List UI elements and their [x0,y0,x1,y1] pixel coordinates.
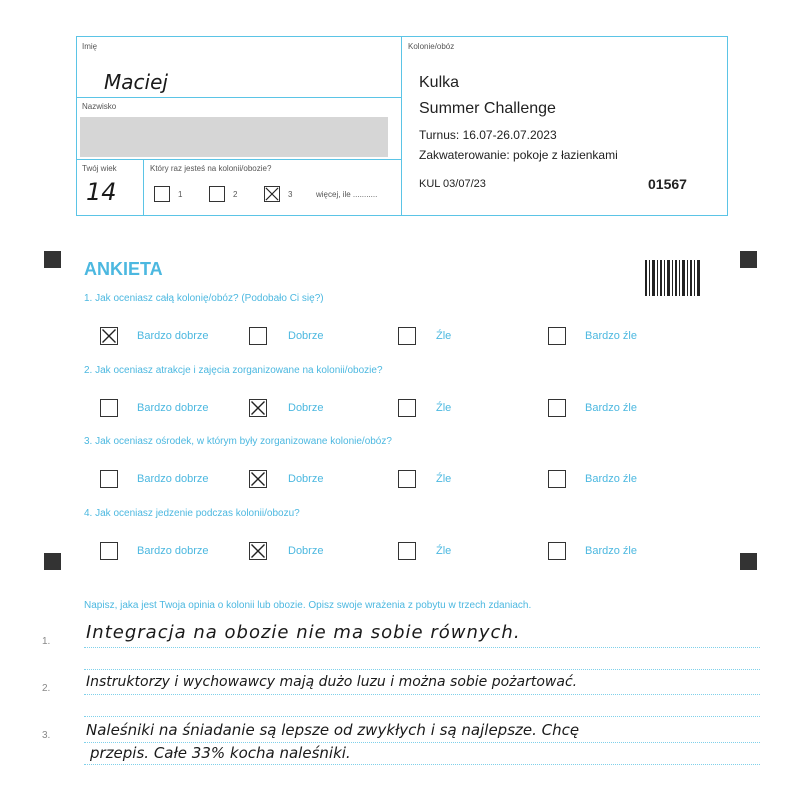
question-4-checkbox-źle[interactable] [398,542,416,560]
question-1-checkbox-dobrze[interactable] [249,327,267,345]
visit-count-checkbox-1[interactable] [154,186,170,202]
question-1-text: 1. Jak oceniasz całą kolonię/obóz? (Podobało Ci się?) [84,293,324,304]
question-4-checkbox-bardzo-źle[interactable] [548,542,566,560]
question-1-option-bardzo-dobrze: Bardzo dobrze [137,330,209,342]
line-number-3: 3. [42,730,51,741]
check-mark-icon [250,400,266,416]
writing-line-1 [84,647,760,648]
writing-line-3b [84,764,760,765]
question-2-checkbox-bardzo-dobrze[interactable] [100,399,118,417]
opinion-line-3: Naleśniki na śniadanie są lepsze od zwykłych i są najlepsze. Chcę [86,721,580,739]
registration-mark-bottom-left [44,553,61,570]
visit-count-checkbox-2[interactable] [209,186,225,202]
question-2-checkbox-bardzo-źle[interactable] [548,399,566,417]
question-1-checkbox-źle[interactable] [398,327,416,345]
form-number: 01567 [648,176,687,192]
question-3-option-bardzo-źle: Bardzo źle [585,473,637,485]
question-1-checkbox-bardzo-źle[interactable] [548,327,566,345]
question-1-option-dobrze: Dobrze [288,330,324,342]
question-2-checkbox-dobrze[interactable] [249,399,267,417]
opinion-line-2: Instruktorzy i wychowawcy mają dużo luzu i można sobie pożartować. [86,674,578,690]
question-3-checkbox-bardzo-źle[interactable] [548,470,566,488]
question-3-text: 3. Jak oceniasz ośrodek, w którym były zorganizowane kolonie/obóz? [84,436,392,447]
writing-line-2 [84,694,760,695]
check-mark-icon [250,471,266,487]
question-3-checkbox-dobrze[interactable] [249,470,267,488]
question-4-checkbox-bardzo-dobrze[interactable] [100,542,118,560]
zakwaterowanie: Zakwaterowanie: pokoje z łazienkami [419,148,618,162]
registration-mark-bottom-right [740,553,757,570]
question-1-checkbox-bardzo-dobrze[interactable] [100,327,118,345]
opinion-prompt: Napisz, jaka jest Twoja opinia o kolonii lub obozie. Opisz swoje wrażenia z pobytu w trzech zdaniach. [84,600,532,611]
question-4-option-bardzo-źle: Bardzo źle [585,545,637,557]
question-2-option-bardzo-źle: Bardzo źle [585,402,637,414]
writing-line-3 [84,742,760,743]
header-divider-vertical [401,36,402,216]
nazwisko-label: Nazwisko [82,102,117,111]
visit-count-option-3: 3 [288,190,293,199]
writing-line-1b [84,669,760,670]
survey-title: ANKIETA [84,259,163,279]
question-4-option-bardzo-dobrze: Bardzo dobrze [137,545,209,557]
redacted-surname [80,117,388,157]
header-divider-age-vertical [143,159,144,216]
question-3-option-bardzo-dobrze: Bardzo dobrze [137,473,209,485]
opinion-line-1: Integracja na obozie nie ma sobie równych. [86,622,521,643]
wiek-label: Twój wiek [82,164,117,173]
imie-label: Imię [82,42,98,51]
question-2-option-dobrze: Dobrze [288,402,324,414]
turnus: Turnus: 16.07-26.07.2023 [419,128,557,142]
check-mark-icon [265,187,279,201]
question-3-option-dobrze: Dobrze [288,473,324,485]
question-2-checkbox-źle[interactable] [398,399,416,417]
registration-mark-top-left [44,251,61,268]
header-divider-age [76,159,402,160]
question-2-text: 2. Jak oceniasz atrakcje i zajęcia zorganizowane na kolonii/obozie? [84,365,383,376]
header-divider-name [76,97,402,98]
visit-count-option-1: 1 [178,190,183,199]
question-2-option-bardzo-dobrze: Bardzo dobrze [137,402,209,414]
question-2-option-źle: Źle [436,402,452,414]
writing-line-2b [84,716,760,717]
registration-mark-top-right [740,251,757,268]
wiek-value: 14 [86,178,117,206]
question-1-option-źle: Źle [436,330,452,342]
camp-name: Kulka [419,74,460,91]
check-mark-icon [101,328,117,344]
question-4-text: 4. Jak oceniasz jedzenie podczas kolonii/obozu? [84,508,300,519]
wiecej-label: więcej, ile ........... [316,190,378,199]
question-3-checkbox-źle[interactable] [398,470,416,488]
question-4-option-źle: Źle [436,545,452,557]
question-1-option-bardzo-źle: Bardzo źle [585,330,637,342]
barcode-icon [645,260,701,296]
camp-code: KUL 03/07/23 [419,178,486,190]
line-number-2: 2. [42,683,51,694]
visit-count-option-2: 2 [233,190,238,199]
question-4-checkbox-dobrze[interactable] [249,542,267,560]
question-3-option-źle: Źle [436,473,452,485]
question-4-option-dobrze: Dobrze [288,545,324,557]
imie-value: Maciej [104,70,168,94]
kolonie-label: Kolonie/obóz [408,42,455,51]
opinion-line-4: przepis. Całe 33% kocha naleśniki. [90,744,351,762]
camp-program: Summer Challenge [419,100,556,117]
line-number-1: 1. [42,636,51,647]
visit-count-checkbox-3[interactable] [264,186,280,202]
question-3-checkbox-bardzo-dobrze[interactable] [100,470,118,488]
ktory-raz-label: Który raz jesteś na kolonii/obozie? [150,164,272,173]
check-mark-icon [250,543,266,559]
